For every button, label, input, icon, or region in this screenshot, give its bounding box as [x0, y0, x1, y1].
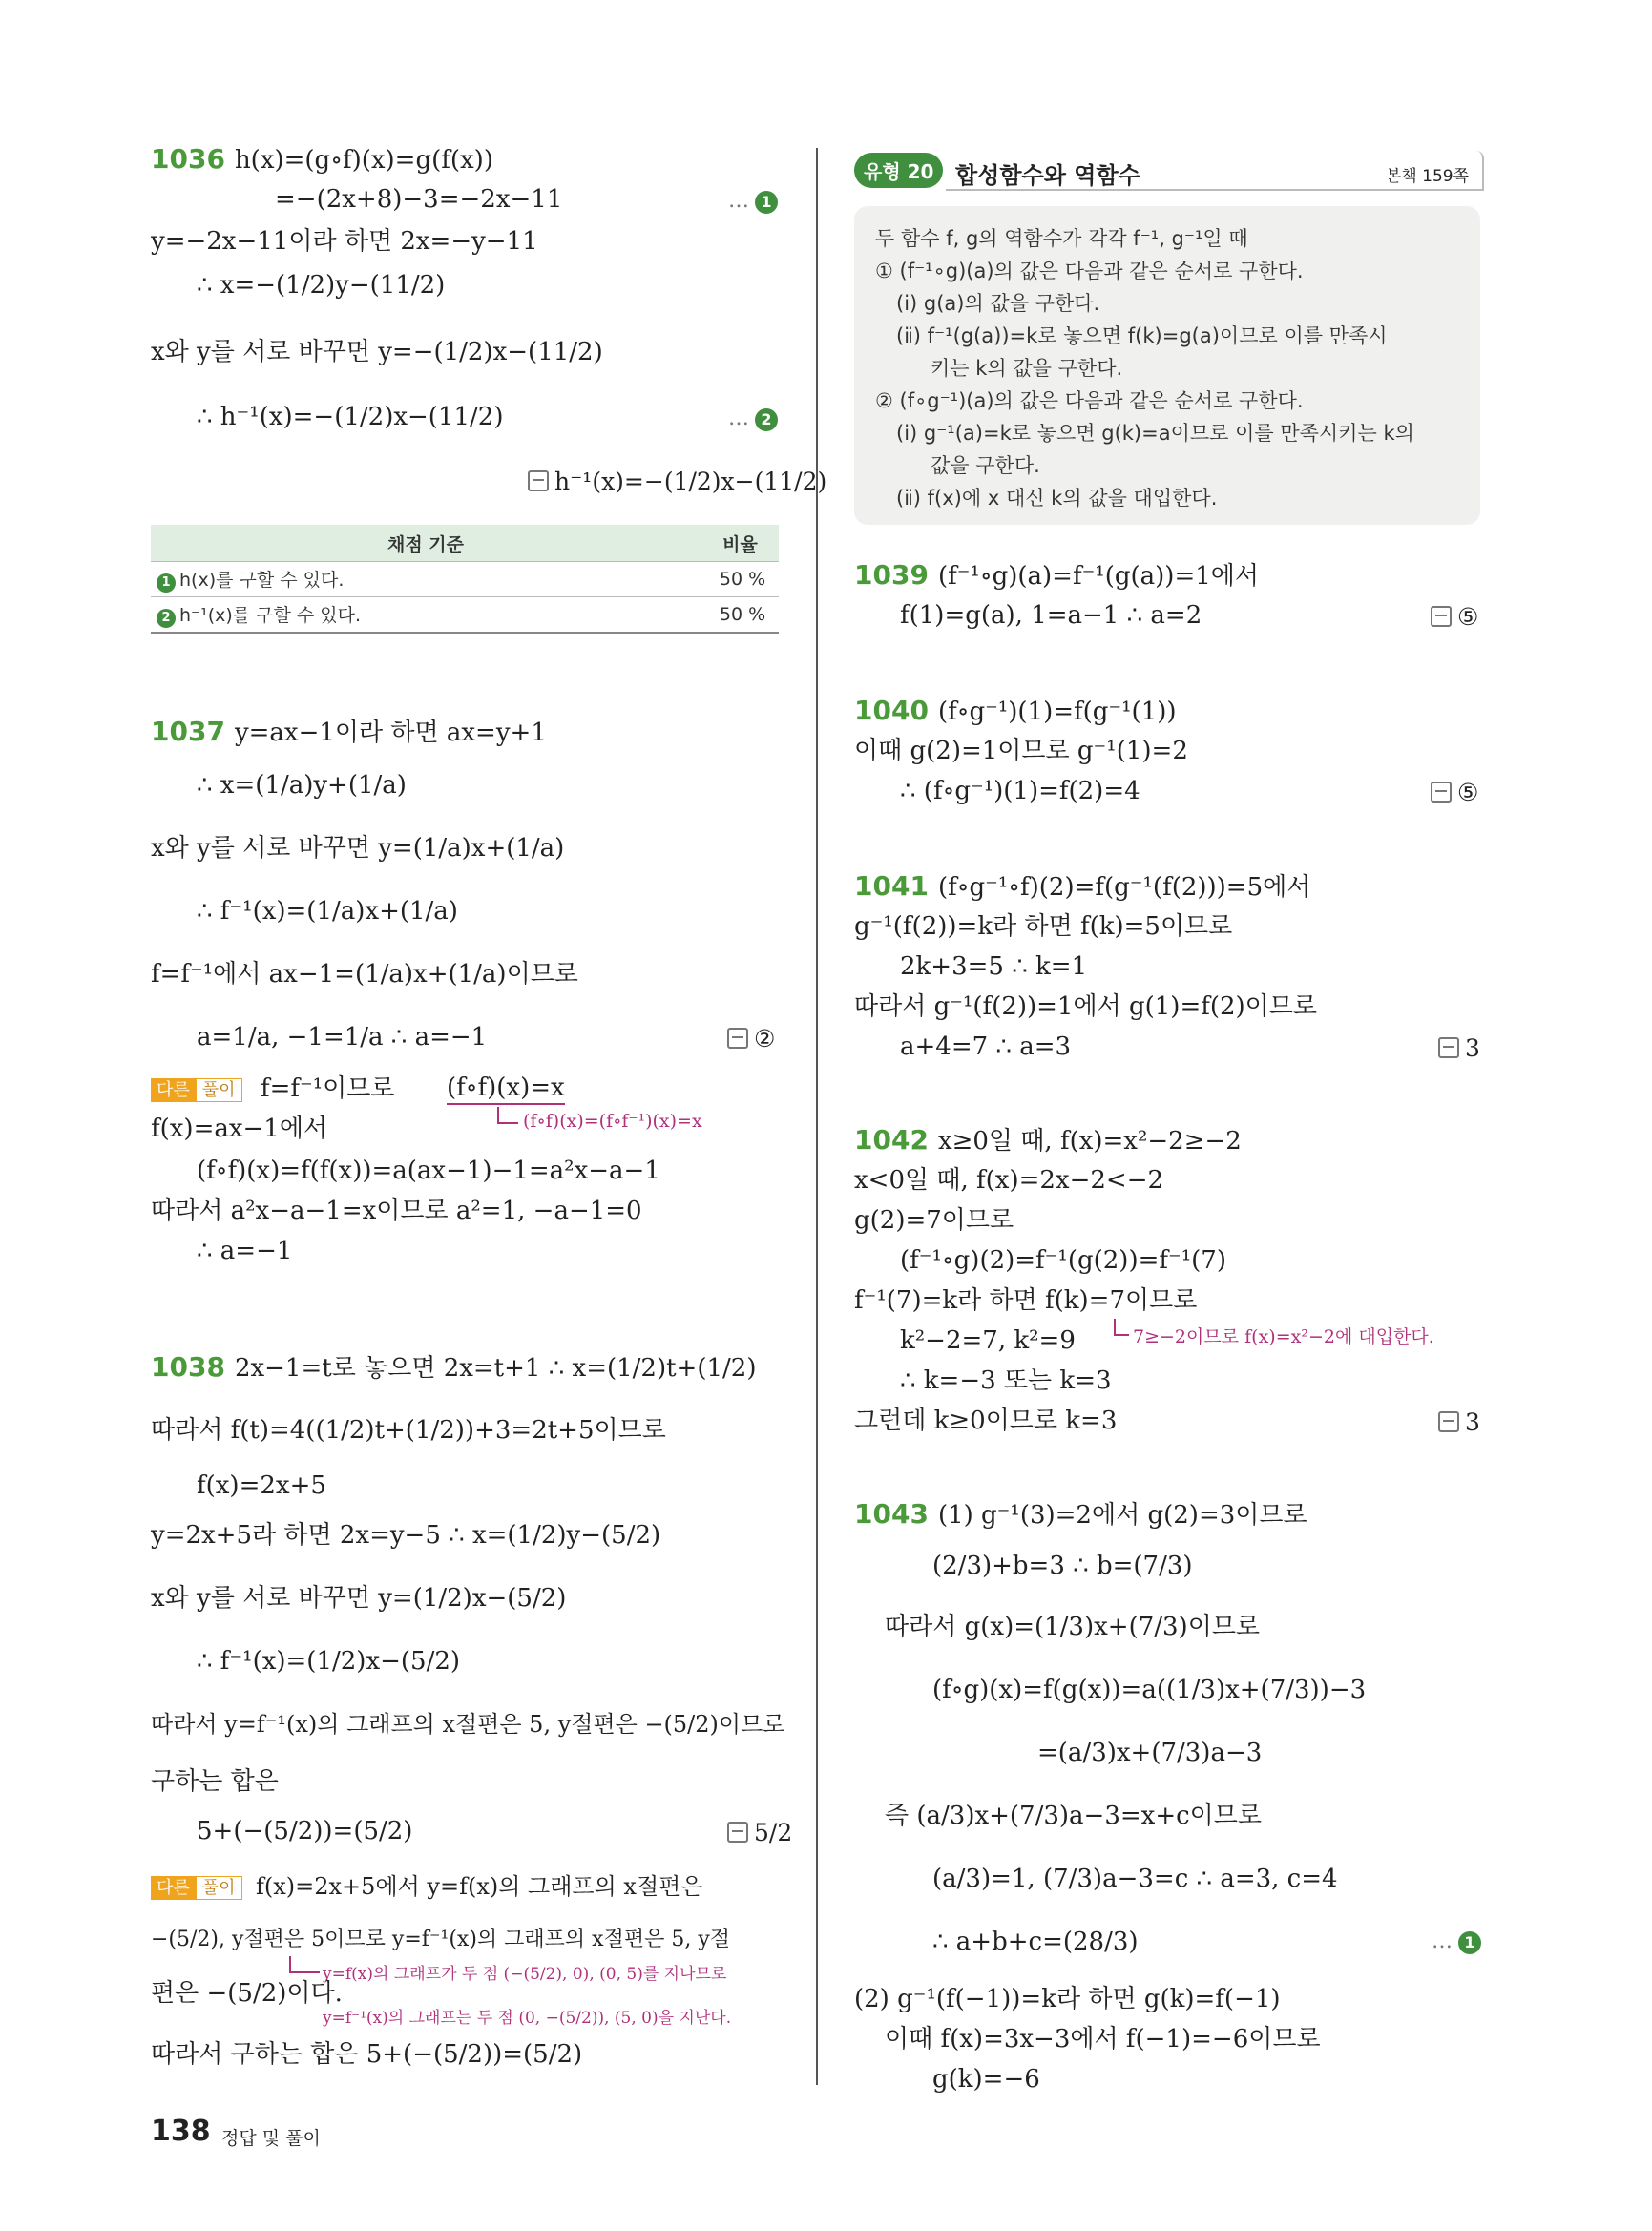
p1038-line-4: y=2x+5라 하면 2x=y−5 ∴ x=(1/2)y−(5/2) — [151, 1521, 661, 1550]
left-column — [151, 143, 827, 2099]
concept-line: 두 함수 f, g의 역함수가 각각 f⁻¹, g⁻¹일 때 — [875, 227, 1248, 250]
p1037-line-1: 1037 y=ax−1이라 하면 ax=y+1 — [151, 716, 547, 747]
p1043-line-9: (2) g⁻¹(f(−1))=k라 하면 g(k)=f(−1) — [854, 1985, 1281, 2013]
concept-line: 값을 구한다. — [931, 454, 1040, 477]
p1036-line-1: 1036 h(x)=(g∘f)(x)=g(f(x)) — [151, 143, 493, 175]
answer-1041: 3 — [1438, 1034, 1480, 1062]
p1042-line-6: k²−2=7, k²=9 — [900, 1326, 1076, 1355]
problem-number: 1039 — [854, 559, 929, 591]
p1043-line-5: =(a/3)x+(7/3)a−3 — [1037, 1739, 1263, 1767]
grading-row: 2 h⁻¹(x)를 구할 수 있다. 50 % — [151, 597, 779, 634]
answer-icon — [528, 470, 549, 491]
answer-icon — [1438, 1037, 1459, 1058]
p1038-line-1: 1038 2x−1=t로 놓으면 2x=t+1 ∴ x=(1/2)t+(1/2) — [151, 1351, 757, 1383]
answer-1038: 5/2 — [727, 1819, 792, 1846]
grading-header-criteria: 채점 기준 — [151, 525, 701, 562]
p1042-line-4: (f⁻¹∘g)(2)=f⁻¹(g(2))=f⁻¹(7) — [900, 1246, 1226, 1275]
problem-number: 1040 — [854, 695, 929, 726]
p1038-line-9: 5+(−(5/2))=(5/2) — [197, 1817, 413, 1845]
p1039-line-2: f(1)=g(a), 1=a−1 ∴ a=2 — [900, 601, 1202, 630]
answer-1036: h⁻¹(x)=−(1/2)x−(11/2) — [528, 468, 826, 495]
p1042-line-7: ∴ k=−3 또는 k=3 — [900, 1366, 1112, 1395]
answer-1040: ⑤ — [1431, 779, 1478, 806]
concept-line: (ⅱ) f⁻¹(g(a))=k로 놓으면 f(k)=g(a)이므로 이를 만족시 — [896, 324, 1388, 347]
p1038-line-3: f(x)=2x+5 — [197, 1471, 326, 1500]
p1041-line-1: 1041 (f∘g⁻¹∘f)(2)=f(g⁻¹(f(2)))=5에서 — [854, 870, 1311, 902]
p1037-line-6: a=1/a, −1=1/a ∴ a=−1 — [197, 1023, 488, 1052]
p1043-line-4: (f∘g)(x)=f(g(x))=a((1/3)x+(7/3))−3 — [932, 1676, 1367, 1704]
section-ref: 본책 159쪽 — [1385, 167, 1469, 186]
concept-line: (ⅰ) g(a)의 값을 구한다. — [896, 292, 1100, 315]
p1041-line-2: g⁻¹(f(2))=k라 하면 f(k)=5이므로 — [854, 912, 1233, 941]
p1038-note-2: y=f⁻¹(x)의 그래프는 두 점 (0, −(5/2)), (5, 0)을 지난다. — [323, 2009, 732, 2028]
p1042-note: 7≥−2이므로 f(x)=x²−2에 대입한다. — [1133, 1326, 1434, 1347]
answer-icon — [1438, 1411, 1459, 1432]
p1039-line-1: 1039 (f⁻¹∘g)(a)=f⁻¹(g(a))=1에서 — [854, 559, 1260, 591]
grading-table — [151, 525, 779, 634]
problem-number: 1036 — [151, 143, 225, 175]
p1038-alt-3: 편은 −(5/2)이다. — [151, 1979, 343, 2008]
p1037-note: (f∘f)(x)=(f∘f⁻¹)(x)=x — [523, 1111, 702, 1132]
marker-1: … 1 — [1432, 1929, 1481, 1954]
p1042-line-1: 1042 x≥0일 때, f(x)=x²−2≥−2 — [854, 1124, 1242, 1156]
problem-number: 1043 — [854, 1498, 929, 1530]
answer-icon — [1431, 782, 1452, 803]
page-label: 정답 및 풀이 — [221, 2128, 321, 2149]
marker-1: … 1 — [728, 189, 778, 214]
p1041-line-5: a+4=7 ∴ a=3 — [900, 1032, 1072, 1061]
grading-header-ratio: 비율 — [701, 525, 780, 562]
p1040-line-1: 1040 (f∘g⁻¹)(1)=f(g⁻¹(1)) — [854, 695, 1177, 726]
problem-number: 1041 — [854, 870, 929, 902]
p1042-line-2: x<0일 때, f(x)=2x−2<−2 — [854, 1166, 1164, 1195]
p1043-line-10: 이때 f(x)=3x−3에서 f(−1)=−6이므로 — [885, 2025, 1321, 2054]
answer-icon — [727, 1028, 748, 1049]
p1037-line-3: x와 y를 서로 바꾸면 y=(1/a)x+(1/a) — [151, 834, 565, 863]
concept-line: (ⅱ) f(x)에 x 대신 k의 값을 대입한다. — [896, 487, 1218, 510]
p1038-alt-4: 따라서 구하는 합은 5+(−(5/2))=(5/2) — [151, 2040, 583, 2069]
p1041-line-3: 2k+3=5 ∴ k=1 — [900, 952, 1088, 981]
p1038-alt-1: f(x)=2x+5에서 y=f(x)의 그래프의 x절편은 — [256, 1873, 703, 1900]
answer-1042: 3 — [1438, 1408, 1480, 1436]
p1038-line-5: x와 y를 서로 바꾸면 y=(1/2)x−(5/2) — [151, 1584, 567, 1613]
right-column — [854, 143, 1484, 2099]
problem-number: 1037 — [151, 716, 225, 747]
concept-line: ① (f⁻¹∘g)(a)의 값은 다음과 같은 순서로 구한다. — [875, 260, 1304, 282]
type-badge: 유형 20 — [854, 153, 943, 188]
p1038-note-1: y=f(x)의 그래프가 두 점 (−(5/2), 0), (0, 5)를 지나므로 — [323, 1965, 727, 1984]
page-number: 138 — [151, 2115, 211, 2148]
p1036-line-3: y=−2x−11이라 하면 2x=−y−11 — [151, 227, 538, 256]
section-title: 합성함수와 역함수 — [955, 162, 1140, 189]
p1038-line-6: ∴ f⁻¹(x)=(1/2)x−(5/2) — [197, 1647, 461, 1676]
p1038-line-8: 구하는 합은 — [151, 1767, 279, 1796]
p1042-line-3: g(2)=7이므로 — [854, 1206, 1014, 1235]
p1038-line-7: 따라서 y=f⁻¹(x)의 그래프의 x절편은 5, y절편은 −(5/2)이므로 — [151, 1711, 785, 1738]
p1038-alt-2: −(5/2), y절편은 5이므로 y=f⁻¹(x)의 그래프의 x절편은 5, y절 — [151, 1928, 730, 1951]
p1036-line-6: ∴ h⁻¹(x)=−(1/2)x−(11/2) — [197, 403, 504, 431]
answer-1039: ⑤ — [1431, 603, 1478, 631]
concept-line: (ⅰ) g⁻¹(a)=k로 놓으면 g(k)=a이므로 이를 만족시키는 k의 — [896, 422, 1414, 445]
note-connector — [497, 1107, 518, 1124]
p1043-line-2: (2/3)+b=3 ∴ b=(7/3) — [932, 1552, 1193, 1580]
p1043-line-3: 따라서 g(x)=(1/3)x+(7/3)이므로 — [885, 1613, 1261, 1641]
note-connector — [1114, 1319, 1129, 1336]
note-connector — [289, 1956, 320, 1973]
p1036-line-4: ∴ x=−(1/2)y−(11/2) — [197, 271, 446, 300]
p1043-line-7: (a/3)=1, (7/3)a−3=c ∴ a=3, c=4 — [932, 1865, 1338, 1893]
alt-solution-tag: 다른 풀이 — [151, 1874, 242, 1899]
p1036-line-5: x와 y를 서로 바꾸면 y=−(1/2)x−(11/2) — [151, 338, 603, 366]
p1043-line-11: g(k)=−6 — [932, 2065, 1040, 2094]
p1040-line-3: ∴ (f∘g⁻¹)(1)=f(2)=4 — [900, 777, 1140, 805]
concept-line: ② (f∘g⁻¹)(a)의 값은 다음과 같은 순서로 구한다. — [875, 389, 1304, 412]
p1037-alt-2: (f∘f)(x)=x — [447, 1073, 565, 1105]
problem-number: 1038 — [151, 1351, 225, 1383]
p1037-alt-3: f(x)=ax−1에서 — [151, 1115, 328, 1143]
p1037-alt-6: ∴ a=−1 — [197, 1237, 293, 1265]
column-divider — [816, 148, 818, 2085]
problem-number: 1042 — [854, 1124, 929, 1156]
p1043-line-8: ∴ a+b+c=(28/3) — [932, 1928, 1139, 1956]
alt-solution-tag: 다른 풀이 — [151, 1076, 242, 1101]
answer-1037: ② — [727, 1025, 775, 1053]
p1041-line-4: 따라서 g⁻¹(f(2))=1에서 g(1)=f(2)이므로 — [854, 992, 1318, 1021]
p1037-line-4: ∴ f⁻¹(x)=(1/a)x+(1/a) — [197, 897, 458, 926]
p1043-line-6: 즉 (a/3)x+(7/3)a−3=x+c이므로 — [885, 1802, 1263, 1830]
p1037-alt-1: f=f⁻¹이므로 — [261, 1074, 395, 1103]
p1038-line-2: 따라서 f(t)=4((1/2)t+(1/2))+3=2t+5이므로 — [151, 1416, 666, 1445]
p1037-alt-4: (f∘f)(x)=f(f(x))=a(ax−1)−1=a²x−a−1 — [197, 1157, 660, 1185]
answer-icon — [727, 1822, 748, 1843]
answer-icon — [1431, 606, 1452, 627]
p1037-line-2: ∴ x=(1/a)y+(1/a) — [197, 771, 407, 800]
marker-2: … 2 — [728, 407, 778, 431]
p1042-line-8: 그런데 k≥0이므로 k=3 — [854, 1407, 1118, 1435]
p1040-line-2: 이때 g(2)=1이므로 g⁻¹(1)=2 — [854, 737, 1188, 765]
p1042-line-5: f⁻¹(7)=k라 하면 f(k)=7이므로 — [854, 1286, 1198, 1315]
concept-line: 키는 k의 값을 구한다. — [931, 357, 1123, 380]
section-header — [946, 151, 1484, 191]
grading-row: 1 h(x)를 구할 수 있다. 50 % — [151, 562, 779, 597]
p1043-line-1: 1043 (1) g⁻¹(3)=2에서 g(2)=3이므로 — [854, 1498, 1307, 1530]
p1037-line-5: f=f⁻¹에서 ax−1=(1/a)x+(1/a)이므로 — [151, 960, 578, 989]
p1037-alt-5: 따라서 a²x−a−1=x이므로 a²=1, −a−1=0 — [151, 1197, 642, 1225]
p1036-line-2: =−(2x+8)−3=−2x−11 — [275, 185, 563, 214]
